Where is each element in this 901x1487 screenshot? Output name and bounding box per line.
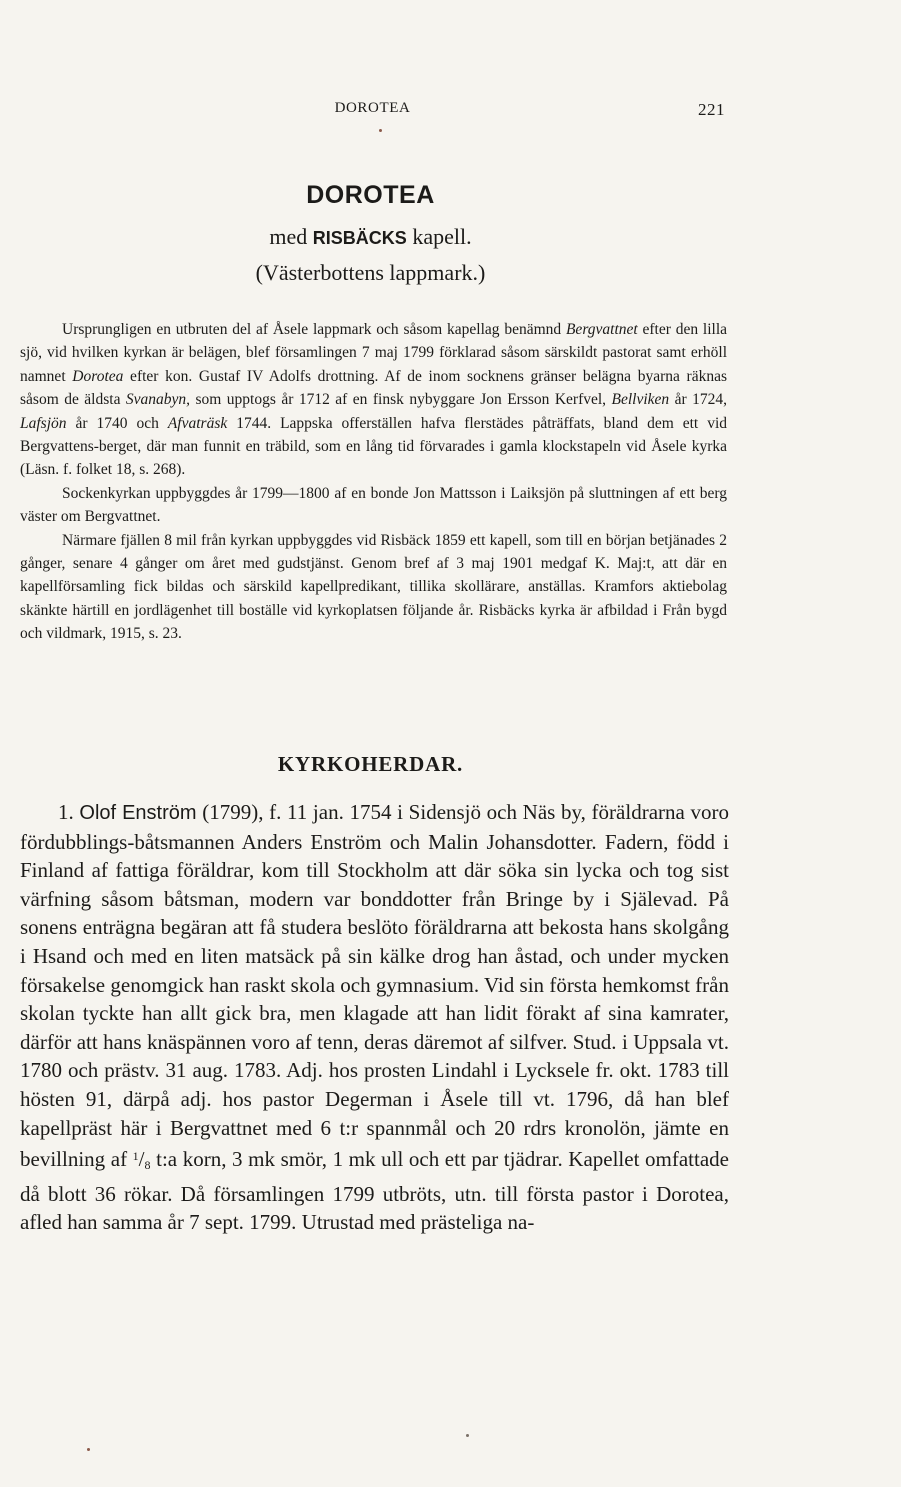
text-run: 1744. Lappska offerställen hafva flerstädes påträffats, bland dem ett vid Bergvattens-berget, där man funnit en träbild, som en lång tid förvarades i gamla klockstapeln vid Åsele kyrka (Läsn. f. folket 18, s. 268). — [20, 414, 728, 479]
text-run: år 1740 och — [66, 414, 168, 432]
entry-number: 1. — [58, 800, 74, 824]
fraction-denominator: 8 — [144, 1158, 151, 1173]
fraction-numerator: 1 — [132, 1149, 139, 1164]
ink-speck — [87, 1448, 90, 1451]
text-run: som upptogs år 1712 af en finsk nybyggare Jon Ersson Kerfvel, — [190, 391, 612, 409]
italic-term: Svanabyn, — [125, 391, 191, 409]
italic-term: Afvaträsk — [167, 414, 228, 432]
italic-term: Bellviken — [611, 391, 670, 409]
fraction-slash: / — [138, 1147, 145, 1172]
text-run: (1799), f. 11 jan. 1754 i Sidensjö och Näs by, föräldrarna voro fördubblings-båtsmannen Anders Enström och Malin Johansdotter. Fadern, född i Finland af fattiga föräldrar, kom till Stockholm att där söka sin lycka och tog sist värfning såsom båtsman, modern var bonddotter från Bringe by i Själevad. På sonens enträgna begäran att få studera beslöto föräldrarna att bekosta hans skolgång i Hsand och med en liten matsäck på sin kälke drog han åstad, och under mycken försakelse genomgick han raskt skola och gymnasium. Vid sin första hemkomst från skolan tyckte han allt gick bra, men klagade att han lidit förakt af sina kamrater, därför att hans knäspännen voro af tenn, deras däremot af silfver. Stud. i Uppsala vt. 1780 och prästv. 31 aug. 1783. Adj. hos prosten Lindahl i Lycksele fr. okt. 1783 till hösten 91, därpå adj. hos pastor Degerman i Åsele till vt. 1796, då han blef kapellpräst här i Bergvattnet med 6 t:r spannmål och 20 rdrs kronolön, jämte en bevillning af — [20, 800, 729, 1172]
page-title: DOROTEA — [306, 181, 435, 209]
text-run: Ursprungligen en utbruten del af Åsele lappmark och såsom kapellag benämnd — [62, 321, 566, 338]
entry-paragraph — [20, 798, 729, 1237]
intro-paragraph-3: Närmare fjällen 8 mil från kyrkan uppbyggdes vid Risbäck 1859 ett kapell, som till en början betjänades 2 gånger, senare 4 gånger om året med gudstjänst. Genom bref af 3 maj 1901 medgaf K. Maj:t, att där en kapellförsamling fick bildas och särskild kapellpredikant, tillika skollärare, anställas. Kramfors aktiebolag skänkte härtill en jordlägenhet till boställe vid kyrkoplatsen följande år. Risbäcks kyrka är afbildad i Från bygd och vildmark, 1915, s. 23. — [20, 531, 727, 643]
ink-speck — [379, 129, 382, 132]
subtitle — [0, 218, 741, 255]
entry-olof-enstrom — [20, 798, 729, 1237]
subtitle-suffix: kapell. — [406, 224, 472, 249]
page-number: 221 — [698, 100, 725, 119]
intro-paragraph-1 — [20, 318, 727, 482]
intro-paragraph-2: Sockenkyrkan uppbyggdes år 1799—1800 af en bonde Jon Mattsson i Laiksjön på sluttningen af ett berg väster om Bergvattnet. — [20, 484, 727, 526]
running-head — [20, 100, 725, 124]
text-run: t:a korn, 3 mk smör, 1 mk ull och ett par tjädrar. Kapellet omfattade då blott 36 rökar. Då församlingen 1799 utbröts, utn. till första pastor i Dorotea, afled han samma år 7 sept. 1799. Utrustad med prästeliga na- — [20, 1147, 729, 1235]
subtitle-prefix: med — [269, 224, 313, 249]
italic-term: Lafsjön — [20, 414, 67, 432]
text-run: år 1724, — [669, 391, 727, 409]
entry-name: Olof Enström — [79, 802, 197, 824]
title-block — [0, 176, 741, 291]
text-run: efter kon. Gustaf IV Adolfs drottning. Af de inom socknens gränser belägna byarna räknas såsom de äldsta — [20, 367, 727, 409]
ink-speck — [466, 1434, 469, 1437]
italic-term: Bergvattnet — [565, 321, 638, 338]
region-label: (Västerbottens lappmark.) — [255, 260, 486, 285]
italic-term: Dorotea — [72, 367, 124, 385]
section-heading: KYRKOHERDAR. — [277, 752, 464, 776]
running-title: DOROTEA — [334, 100, 411, 116]
subtitle-caps: RISBÄCKS — [312, 228, 407, 248]
text-run: efter den lilla sjö, vid hvilken kyrkan är belägen, blef församlingen 7 maj 1799 förklarad såsom särskildt pastorat samt erhöll namnet — [20, 321, 728, 385]
intro-section — [20, 318, 727, 646]
